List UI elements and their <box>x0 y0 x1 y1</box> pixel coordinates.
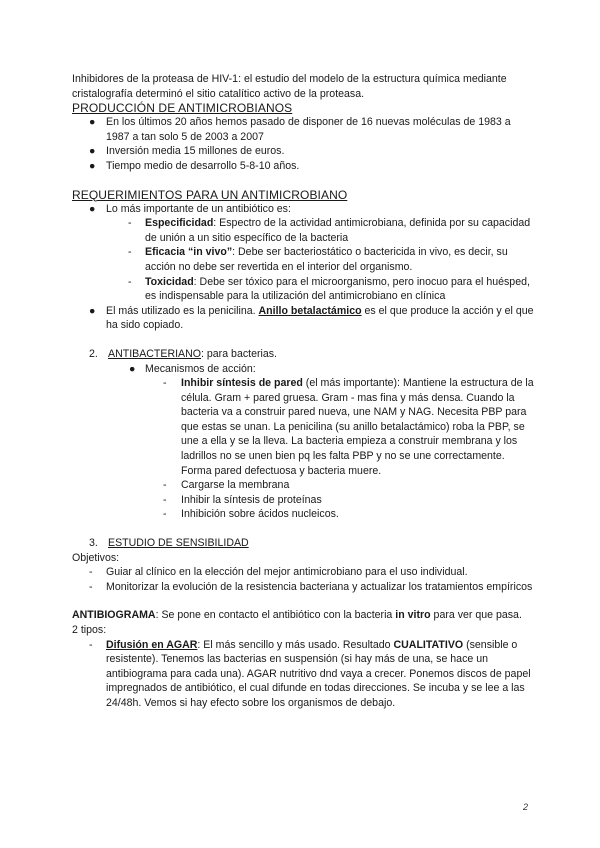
bullet-icon: ● <box>89 304 96 317</box>
list-item <box>72 536 534 551</box>
tipos-label: 2 tipos: <box>72 624 107 636</box>
list-item: - Guiar al clínico en la elección del mejor antimicrobiano para el uso individual. <box>89 566 468 579</box>
list-item: - Monitorizar la evolución de la resistencia bacteriana y actualizar los tratamientos empíricos <box>89 580 533 593</box>
heading-sensibilidad: ESTUDIO DE SENSIBILIDAD <box>108 537 249 550</box>
list-item: - Cargarse la membrana <box>163 479 290 492</box>
antibiograma-paragraph: ANTIBIOGRAMA: Se pone en contacto el antibiótico con la bacteria in vitro para ver que pasa. <box>72 609 522 622</box>
list-item: - Inhibición sobre ácidos nucleicos. <box>163 508 339 521</box>
bullet-icon: ● <box>129 362 136 375</box>
term-difusion-agar: Difusión en AGAR <box>106 638 198 651</box>
requerimientos-list <box>72 202 534 333</box>
list-item: - Eficacia “in vivo”: Debe ser bacteriostático o bactericida in vivo, es decir, su acción no debe ser revertida en el interior del organismo. <box>128 246 508 273</box>
dash-icon: - <box>163 377 167 390</box>
document-page <box>72 72 534 711</box>
produccion-list <box>72 115 534 173</box>
dash-icon: - <box>89 580 93 593</box>
list-item: ● Lo más importante de un antibiótico es: <box>89 202 291 215</box>
term-especificidad: Especificidad <box>145 217 214 230</box>
list-item: - Difusión en AGAR: El más sencillo y más usado. Resultado CUALITATIVO (sensible o resistente). Tenemos las bacterias en suspensión (si hay más de una, se hace un antibiograma para cada una). AGAR nutritivo dnd vaya a crecer. Ponemos discos de papel impregnados de antibiótico, el cual difunde en todas direcciones. Se incuba y se lee a las 24/48h. Vemos si hay efecto sobre los organismos de debajo. <box>89 638 531 709</box>
list-item: ● Mecanismos de acción: <box>129 362 256 375</box>
term-antibiograma: ANTIBIOGRAMA <box>72 609 156 622</box>
heading-produccion: PRODUCCIÓN DE ANTIMICROBIANOS <box>72 101 293 116</box>
bullet-icon: ● <box>89 145 96 158</box>
bullet-icon: ● <box>89 116 96 129</box>
term-eficacia: Eficacia “in vivo” <box>145 246 233 259</box>
list-item: ● En los últimos 20 años hemos pasado de disponer de 16 nuevas moléculas de 1983 a 1987 a tan solo 5 de 2003 a 2007 <box>89 116 511 143</box>
dash-icon: - <box>128 275 132 288</box>
term-in-vitro: in vitro <box>395 609 431 622</box>
dash-icon: - <box>128 246 132 259</box>
page-number: 2 <box>522 802 528 812</box>
term-cualitativo: CUALITATIVO <box>393 638 464 651</box>
dash-icon: - <box>163 479 167 492</box>
term-inhibir-pared: Inhibir síntesis de pared <box>181 377 303 390</box>
list-item: ● Inversión media 15 millones de euros. <box>89 145 285 158</box>
section-number: 3. <box>89 537 98 550</box>
list-item: 2. ANTIBACTERIANO: para bacterias. <box>89 347 277 360</box>
list-item: ● El más utilizado es la penicilina. Anillo betalactámico es el que produce la acción y el que ha sido copiado. <box>89 304 534 332</box>
list-item: - Toxicidad: Debe ser tóxico para el microorganismo, pero inocuo para el huésped, es indispensable para la utilización del antimicrobiano en clínica <box>128 275 530 303</box>
heading-requerimientos: REQUERIMIENTOS PARA UN ANTIMICROBIANO <box>72 187 348 202</box>
heading-antibacteriano: ANTIBACTERIANO <box>108 347 202 360</box>
bullet-icon: ● <box>89 159 96 172</box>
section-number: 2. <box>89 347 98 360</box>
dash-icon: - <box>163 508 167 521</box>
dash-icon: - <box>128 217 132 230</box>
list-item: - Inhibir la síntesis de proteínas <box>163 493 322 506</box>
dash-icon: - <box>89 638 93 651</box>
anillo-betalactamico: Anillo betalactámico <box>258 304 362 317</box>
objetivos-list <box>72 565 534 594</box>
dash-icon: - <box>89 566 93 579</box>
list-item: - Especificidad: Espectro de la actividad antimicrobiana, definida por su capacidad de unión a un sitio específico de la bacteria <box>128 217 531 244</box>
bullet-icon: ● <box>89 202 96 215</box>
list-item: ● Tiempo medio de desarrollo 5-8-10 años. <box>89 159 300 172</box>
dash-icon: - <box>163 493 167 506</box>
list-item: - Inhibir síntesis de pared (el más importante): Mantiene la estructura de la célula. Gram + pared gruesa. Gram - mas fina y más densa. Cuando la bacteria va a construir pared nueva, une NAM y NAG. Necesita PBP para que estas se unan. La penicilina (su anillo betalactámico) roba la PBP, se une a ella y se la lleva. La bacteria empieza a construir membrana y los ladrillos no se unen bien pq les falta PBP y no se une correctamente. Forma pared defectuosa y bacteria muere. <box>163 377 534 477</box>
sensibilidad-section <box>72 536 534 551</box>
term-toxicidad: Toxicidad <box>145 275 194 288</box>
tipos-list <box>72 638 534 711</box>
antibacteriano-section <box>72 347 534 362</box>
intro-paragraph: Inhibidores de la proteasa de HIV-1: el estudio del modelo de la estructura química mediante cristalografía determinó el sitio catalítico activo de la proteasa. <box>72 73 507 100</box>
objetivos-label: Objetivos: <box>72 551 120 564</box>
mecanismos-list <box>72 362 534 523</box>
